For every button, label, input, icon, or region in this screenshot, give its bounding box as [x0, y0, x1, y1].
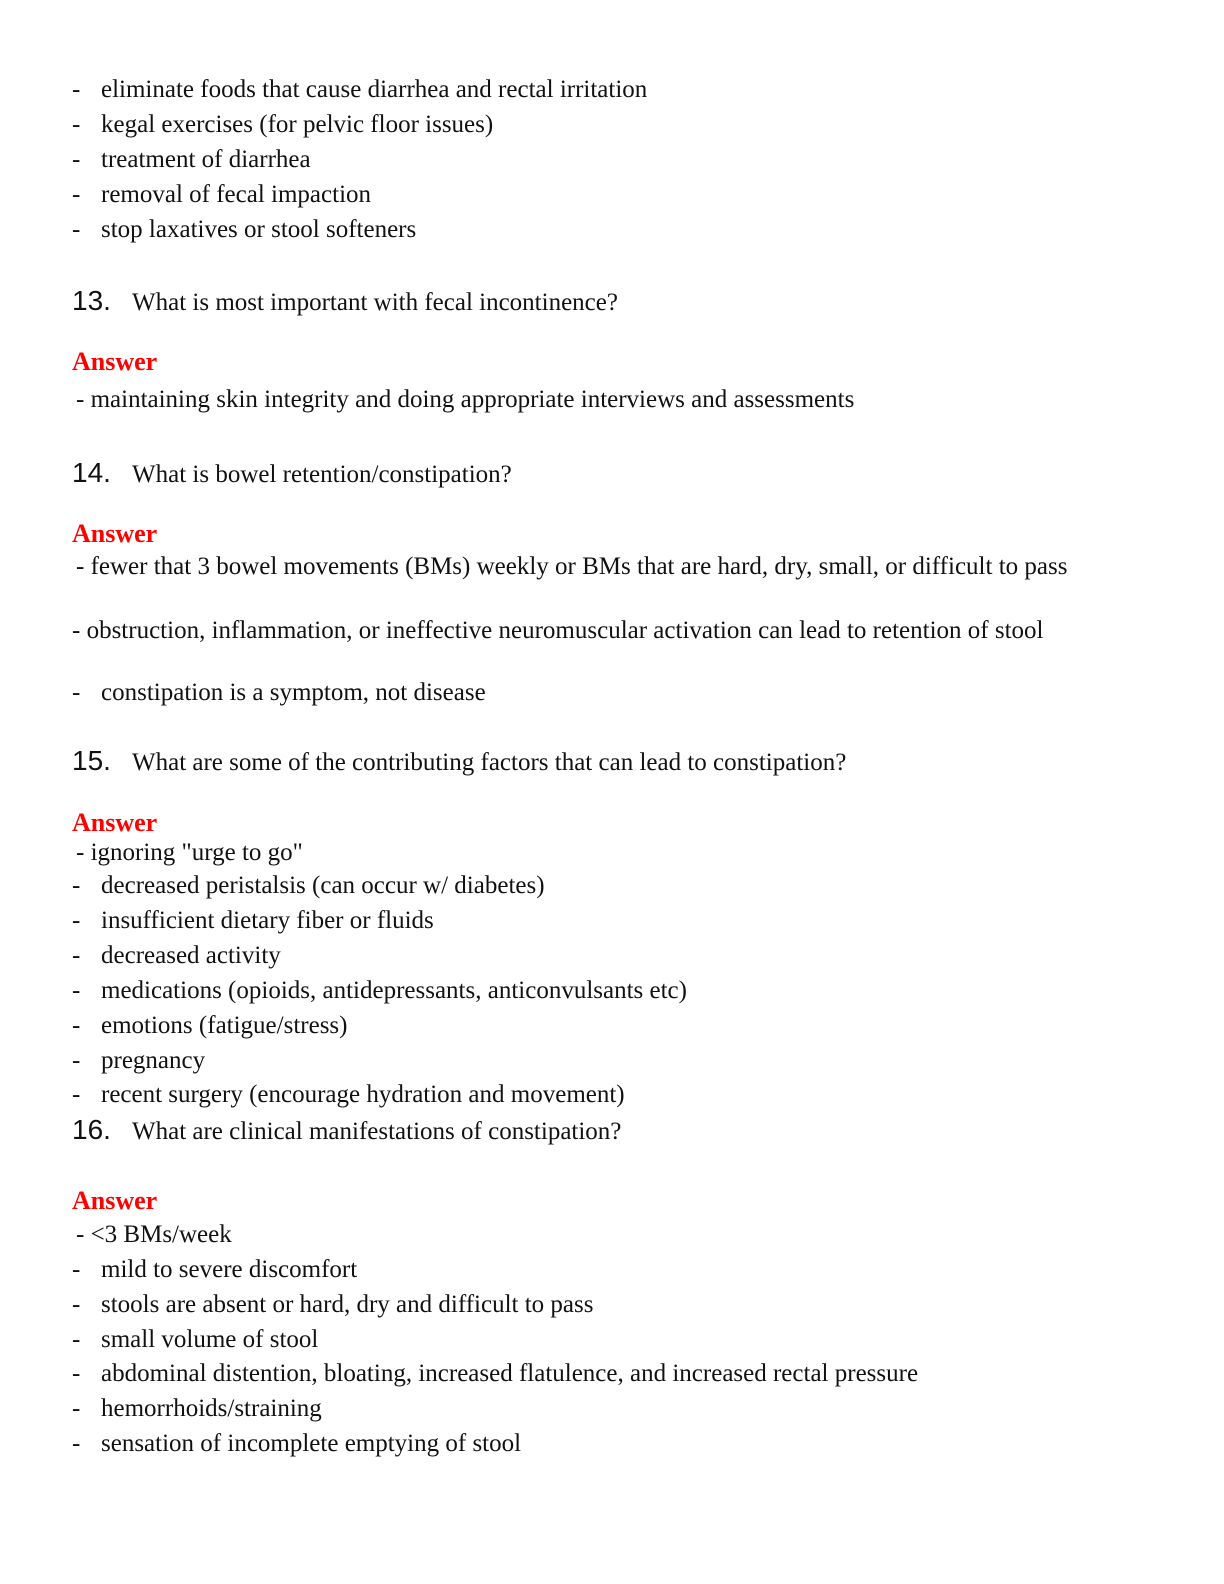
list-item — [72, 678, 486, 708]
list-item — [72, 1046, 205, 1076]
list-item — [72, 75, 647, 105]
list-item-text: kegal exercises (for pelvic floor issues) — [101, 111, 494, 138]
question-text: What is most important with fecal incontinence? — [132, 289, 618, 316]
list-item — [72, 941, 281, 971]
question-number: 16. — [72, 1114, 111, 1145]
answer-text: - fewer that 3 bowel movements (BMs) weekly or BMs that are hard, dry, small, or difficult to pass — [76, 553, 1068, 580]
list-item-text: eliminate foods that cause diarrhea and rectal irritation — [101, 76, 648, 103]
list-item — [72, 1394, 322, 1424]
list-item — [72, 1290, 593, 1320]
list-item-text: sensation of incomplete emptying of stool — [101, 1430, 522, 1457]
bullet-dash: - — [72, 942, 81, 969]
list-item-text: recent surgery (encourage hydration and movement) — [101, 1081, 625, 1108]
bullet-dash: - — [72, 111, 81, 138]
list-item-text: stop laxatives or stool softeners — [101, 216, 417, 243]
bullet-dash: - — [72, 146, 81, 173]
list-item — [72, 180, 371, 210]
list-item — [72, 1359, 918, 1389]
list-item-text: pregnancy — [101, 1047, 206, 1074]
answer-label: Answer — [72, 1186, 158, 1215]
list-item-text: stools are absent or hard, dry and difficult to pass — [101, 1291, 594, 1318]
bullet-dash: - — [72, 76, 81, 103]
answer-text: - obstruction, inflammation, or ineffective neuromuscular activation can lead to retention of stool — [72, 617, 1044, 644]
list-item — [72, 906, 434, 936]
bullet-dash: - — [72, 1012, 81, 1039]
answer-label: Answer — [72, 519, 158, 548]
question-16 — [72, 1114, 621, 1148]
bullet-dash: - — [72, 216, 81, 243]
bullet-dash: - — [72, 907, 81, 934]
list-item-text: removal of fecal impaction — [101, 181, 372, 208]
list-item-text: small volume of stool — [101, 1326, 319, 1353]
list-item-text: treatment of diarrhea — [101, 146, 311, 173]
list-item-text: decreased activity — [101, 942, 281, 969]
bullet-dash: - — [72, 1291, 81, 1318]
list-item-text: abdominal distention, bloating, increased flatulence, and increased rectal pressure — [101, 1360, 919, 1387]
list-item-text: constipation is a symptom, not disease — [101, 679, 486, 706]
list-item — [72, 1255, 357, 1285]
list-item-text: medications (opioids, antidepressants, anticonvulsants etc) — [101, 977, 687, 1004]
question-14 — [72, 457, 512, 491]
question-text: What are clinical manifestations of constipation? — [132, 1118, 622, 1145]
list-item — [72, 215, 416, 245]
bullet-dash: - — [72, 1430, 81, 1457]
answer-text: - maintaining skin integrity and doing appropriate interviews and assessments — [76, 386, 855, 413]
bullet-dash: - — [72, 977, 81, 1004]
bullet-dash: - — [72, 1081, 81, 1108]
question-15 — [72, 745, 846, 779]
list-item — [72, 976, 687, 1006]
question-number: 15. — [72, 745, 111, 776]
question-number: 14. — [72, 457, 111, 488]
question-13 — [72, 285, 618, 319]
list-item — [72, 1011, 347, 1041]
list-item-text: emotions (fatigue/stress) — [101, 1012, 348, 1039]
question-text: What is bowel retention/constipation? — [132, 461, 512, 488]
list-item-text: insufficient dietary fiber or fluids — [101, 907, 434, 934]
list-item — [72, 110, 493, 140]
question-text: What are some of the contributing factors that can lead to constipation? — [132, 749, 847, 776]
bullet-dash: - — [72, 1395, 81, 1422]
list-item — [72, 1325, 318, 1355]
bullet-dash: - — [72, 1256, 81, 1283]
bullet-dash: - — [72, 1360, 81, 1387]
answer-text: - <3 BMs/week — [76, 1221, 232, 1248]
bullet-dash: - — [72, 1047, 81, 1074]
answer-text: - ignoring "urge to go" — [76, 839, 303, 866]
bullet-dash: - — [72, 872, 81, 899]
bullet-dash: - — [72, 679, 81, 706]
list-item-text: decreased peristalsis (can occur w/ diabetes) — [101, 872, 545, 899]
answer-label: Answer — [72, 808, 158, 837]
list-item-text: hemorrhoids/straining — [101, 1395, 322, 1422]
list-item — [72, 1429, 521, 1459]
question-number: 13. — [72, 285, 111, 316]
list-item — [72, 871, 545, 901]
answer-label: Answer — [72, 347, 158, 376]
list-item-text: mild to severe discomfort — [101, 1256, 358, 1283]
list-item — [72, 145, 311, 175]
bullet-dash: - — [72, 181, 81, 208]
list-item — [72, 1080, 625, 1110]
bullet-dash: - — [72, 1326, 81, 1353]
